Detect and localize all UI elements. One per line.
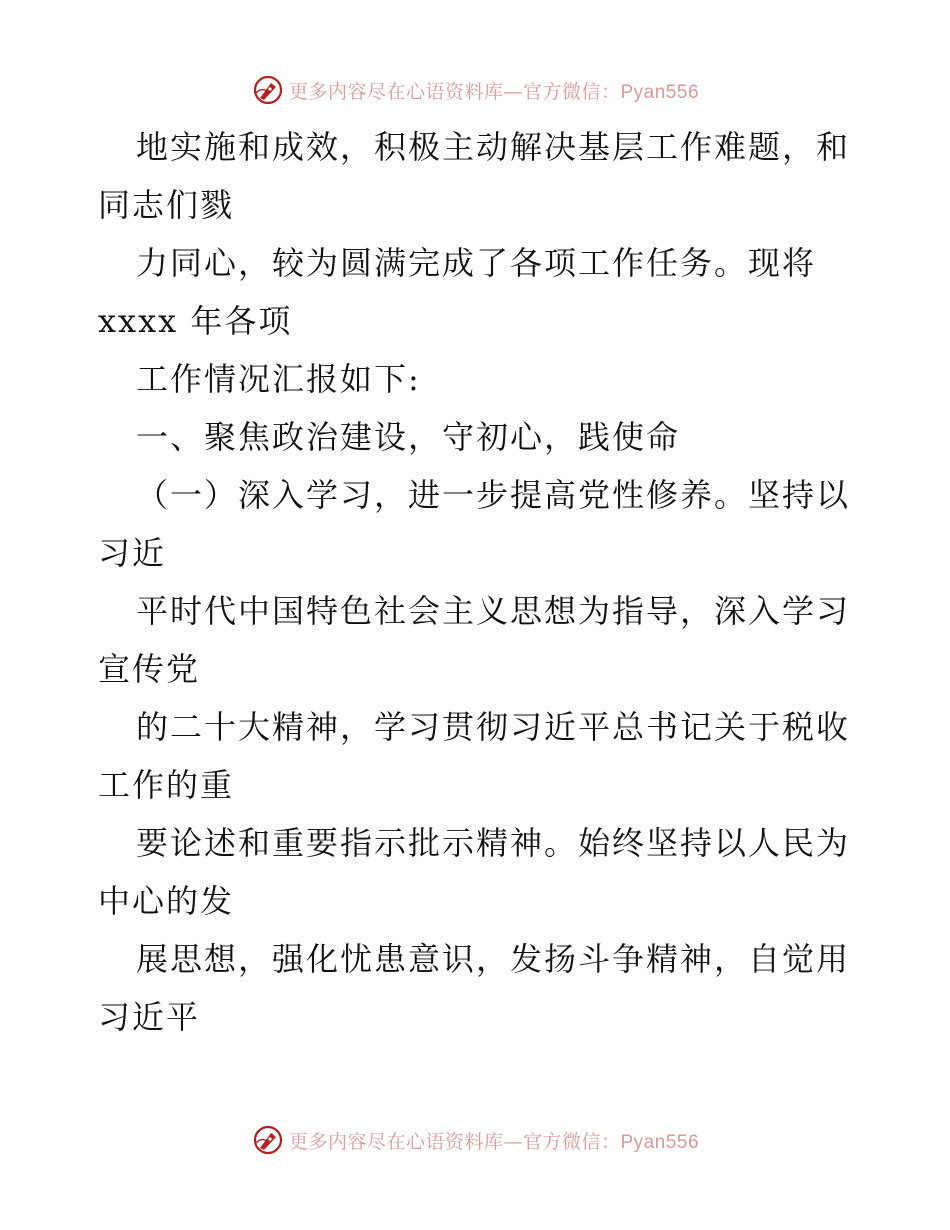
- body-line: 中心的发: [98, 882, 235, 920]
- body-line: 地实施和成效，积极主动解决基层工作难题，和: [136, 128, 851, 166]
- subsection-heading: （一）深入学习，进一步提高党性修养。坚持以: [136, 476, 851, 514]
- body-line: 工作的重: [98, 766, 235, 804]
- body-line: 宣传党: [98, 650, 201, 688]
- body-line: 习近: [98, 534, 167, 572]
- banner-text: [289, 77, 699, 104]
- pen-nib-logo-icon: [251, 1123, 285, 1157]
- pen-nib-logo-icon: [251, 73, 285, 107]
- body-line: 力同心，较为圆满完成了各项工作任务。现将: [136, 244, 817, 282]
- section-heading: 一、聚焦政治建设，守初心，践使命: [136, 418, 681, 456]
- header-banner: [0, 70, 950, 110]
- body-line: 的二十大精神，学习贯彻习近平总书记关于税收: [136, 708, 851, 746]
- banner-cn-text: 更多内容尽在心语资料库—官方微信：: [288, 80, 621, 103]
- body-line: 要论述和重要指示批示精神。始终坚持以人民为: [136, 824, 851, 862]
- body-line: 同志们戮: [98, 186, 235, 224]
- banner-wechat-id: Pyan556: [620, 1131, 700, 1153]
- footer-banner: [0, 1120, 950, 1160]
- body-line: 习近平: [98, 998, 201, 1036]
- banner-text: [289, 1127, 699, 1154]
- banner-wechat-id: Pyan556: [620, 81, 700, 103]
- body-line: 工作情况汇报如下:: [136, 360, 421, 398]
- body-line: 展思想，强化忧患意识，发扬斗争精神，自觉用: [136, 940, 851, 978]
- banner-cn-text: 更多内容尽在心语资料库—官方微信：: [288, 1130, 621, 1153]
- body-line: 平时代中国特色社会主义思想为指导，深入学习: [136, 592, 851, 630]
- body-line: xxxx 年各项: [98, 302, 293, 340]
